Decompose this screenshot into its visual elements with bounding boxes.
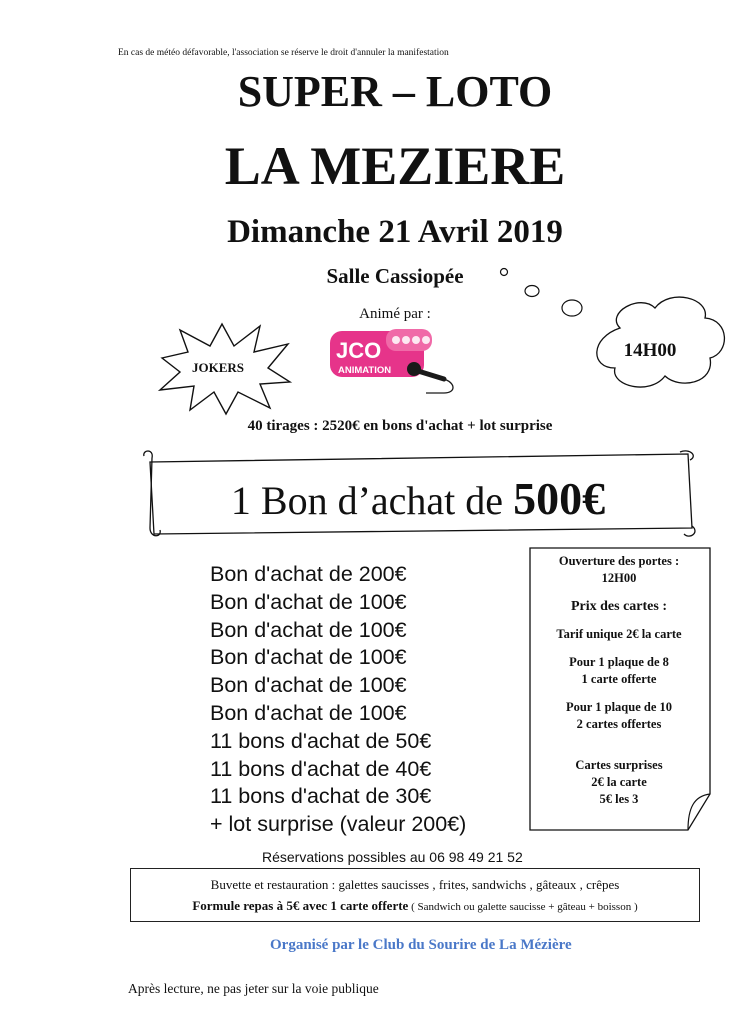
plate10-offer: Pour 1 plaque de 10 bbox=[565, 700, 673, 714]
grand-prize-text bbox=[140, 472, 696, 525]
jokers-label: JOKERS bbox=[191, 360, 244, 375]
organiser-text: Organisé par le Club du Sourire de La Mézière bbox=[270, 937, 572, 953]
microphone-icon bbox=[407, 362, 453, 393]
prize-item: + lot surprise (valeur 200€) bbox=[210, 812, 467, 837]
title-super-loto: SUPER – LOTO bbox=[237, 67, 553, 116]
start-time: 14H00 bbox=[623, 340, 677, 361]
event-date: Dimanche 21 Avril 2019 bbox=[227, 214, 563, 250]
surprise-cards-title: Cartes surprises bbox=[575, 758, 663, 772]
card-prices-title: Prix des cartes : bbox=[570, 599, 668, 614]
grand-prize-prefix: 1 Bon d’achat de bbox=[230, 478, 514, 523]
prize-list bbox=[210, 561, 466, 839]
jco-animation-logo bbox=[326, 327, 460, 395]
plate8-bonus: 1 carte offerte bbox=[581, 672, 657, 686]
prize-item: Bon d'achat de 100€ bbox=[210, 617, 407, 642]
meal-formula-detail: ( Sandwich ou galette saucisse + gâteau + boisson ) bbox=[408, 901, 638, 913]
prize-item: 11 bons d'achat de 50€ bbox=[210, 728, 432, 753]
draws-summary: 40 tirages : 2520€ en bons d'achat + lot surprise bbox=[247, 418, 553, 434]
info-box bbox=[528, 553, 710, 808]
prize-item: Bon d'achat de 100€ bbox=[210, 589, 407, 614]
prize-item: Bon d'achat de 100€ bbox=[210, 645, 407, 670]
surprise-cards-price: 2€ la carte bbox=[591, 775, 647, 789]
surprise-cards-bundle: 5€ les 3 bbox=[599, 792, 639, 806]
meal-formula-bold: Formule repas à 5€ avec 1 carte offerte bbox=[192, 898, 409, 913]
prize-item: Bon d'achat de 100€ bbox=[210, 673, 407, 698]
reservations-phone: Réservations possibles au 06 98 49 21 52 bbox=[262, 849, 523, 865]
venue-label: Salle Cassiopée bbox=[326, 264, 464, 288]
prize-item: 11 bons d'achat de 30€ bbox=[210, 784, 432, 809]
thought-cloud-icon bbox=[490, 258, 740, 408]
meal-formula bbox=[130, 898, 700, 914]
disclaimer-text: En cas de météo défavorable, l'association se réserve le droit d'annuler la manifestation bbox=[118, 48, 449, 58]
title-location: LA MEZIERE bbox=[224, 136, 566, 196]
prize-item: 11 bons d'achat de 40€ bbox=[210, 756, 432, 781]
plate8-offer: Pour 1 plaque de 8 bbox=[569, 655, 669, 669]
logo-subtitle-text: ANIMATION bbox=[338, 365, 392, 376]
doors-time: 12H00 bbox=[601, 571, 637, 585]
prize-item: Bon d'achat de 100€ bbox=[210, 700, 407, 725]
doors-label: Ouverture des portes : bbox=[558, 554, 680, 568]
unique-price: Tarif unique 2€ la carte bbox=[556, 627, 682, 641]
logo-brand-text: JCO bbox=[336, 338, 382, 363]
plate10-bonus: 2 cartes offertes bbox=[576, 717, 662, 731]
grand-prize-amount: 500€ bbox=[513, 473, 606, 524]
animated-by-label: Animé par : bbox=[359, 306, 431, 322]
catering-text: Buvette et restauration : galettes saucisses , frites, sandwichs , gâteaux , crêpes bbox=[210, 877, 620, 892]
footer-notice: Après lecture, ne pas jeter sur la voie publique bbox=[128, 981, 379, 996]
prize-item: Bon d'achat de 200€ bbox=[210, 562, 407, 586]
